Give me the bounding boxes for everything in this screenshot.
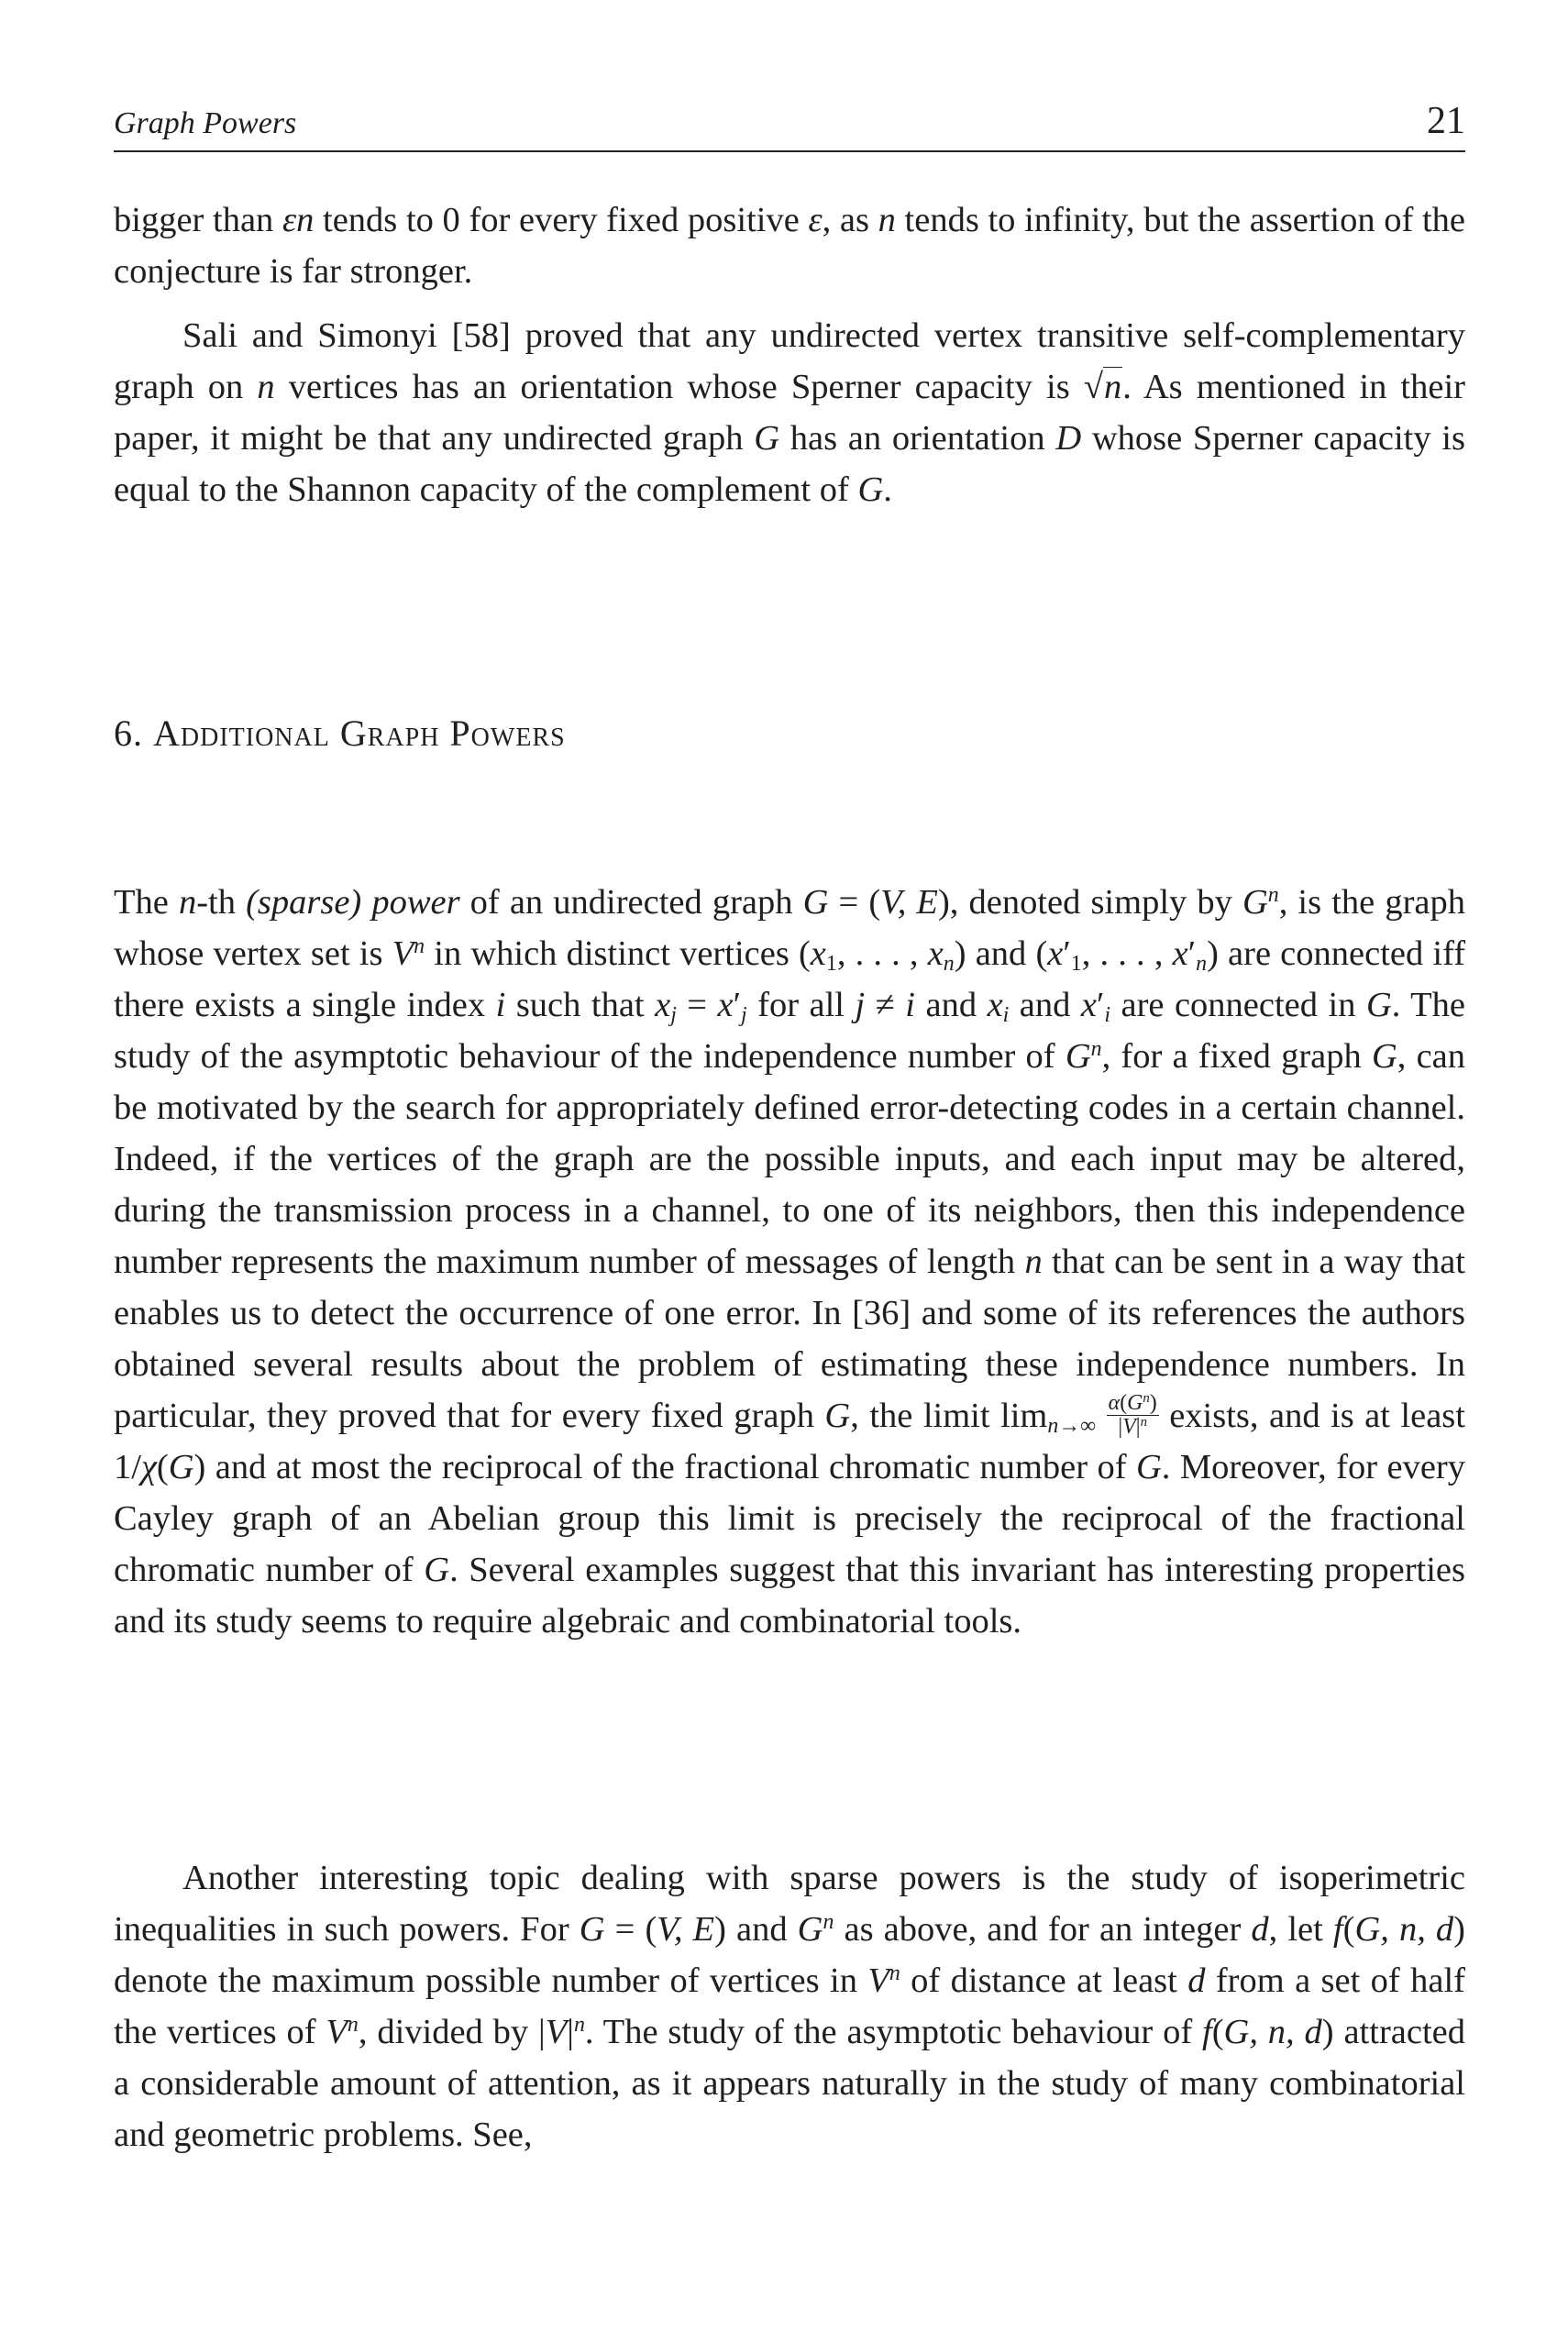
running-head bbox=[114, 99, 1465, 143]
paragraph-1: bigger than εn tends to 0 for every fixed positive ε, as n tends to infinity, but the assertion of the conjecture is far stronger. bbox=[114, 201, 1466, 291]
section-heading: 6. Additional Graph Powers bbox=[114, 713, 566, 754]
running-title: Graph Powers bbox=[114, 106, 297, 140]
paragraph-2: Sali and Simonyi [58] proved that any undirected vertex transitive self-complementary graph on n vertices has an orientation whose Sperner capacity is √n. As mentioned in their paper, it might be that any undirected graph G has an orientation D whose Sperner capacity is equal to the Shannon capacity of the complement of G. bbox=[114, 316, 1465, 509]
header-rule bbox=[114, 150, 1465, 152]
paragraph-4: Another interesting topic dealing with sparse powers is the study of isoperimetric inequalities in such powers. For G = (V, E) and $G^n$ as above, and for an integer d, let f(G, n, d) denote the maximum possible number of vertices in $V^n$ of distance at least d from a set of half the vertices of $V^n$, divided by $|V|^n$. The study of the asymptotic behaviour of f(G, n, d) attracted a considerable amount of attention, as it appears naturally in the study of many combinatorial and geometric problems. See, bbox=[114, 1859, 1465, 2154]
section-heading-title: Additional Graph Powers bbox=[153, 713, 566, 754]
page-number: 21 bbox=[1427, 100, 1465, 142]
paragraph-3: The n-th (sparse) power of an undirected graph G = (V, E), denoted simply by $G^n$, is the graph whose vertex set is $V^n$ in which distinct vertices ($x_1$, . . . , $x_n$) and ($x'_1$, . . . , $x'_n$) are connected iff there exists a single index i such that $x_j = x'_j$ for all j ≠ i and $x_i$ and $x'_i$ are connected in G. The study of the asymptotic behaviour of the independence number of $G^n$, for a fixed graph G, can be motivated by the search for appropriately defined error-detecting codes in a certain channel. Indeed, if the vertices of the graph are the possible inputs, and each input may be altered, during the transmission process in a channel, to one of its neighbors, then this independence number represents the maximum number of messages of length n that can be sent in a way that enables us to detect the occurrence of one error. In [36] and some of its references the authors obtained several results about the problem of estimating these independence numbers. In particular, they proved that for every fixed graph G, the limit $\lim_{n\to\infty}$ $\frac{\alpha(G^n)}{|V|^n}$ exists, and is at least 1/χ(G) and at most the reciprocal of the fractional chromatic number of G. Moreover, for every Cayley graph of an Abelian group this limit is precisely the reciprocal of the fractional chromatic number of G. Several examples suggest that this invariant has interesting properties and its study seems to require algebraic and combinatorial tools. bbox=[114, 882, 1466, 1641]
